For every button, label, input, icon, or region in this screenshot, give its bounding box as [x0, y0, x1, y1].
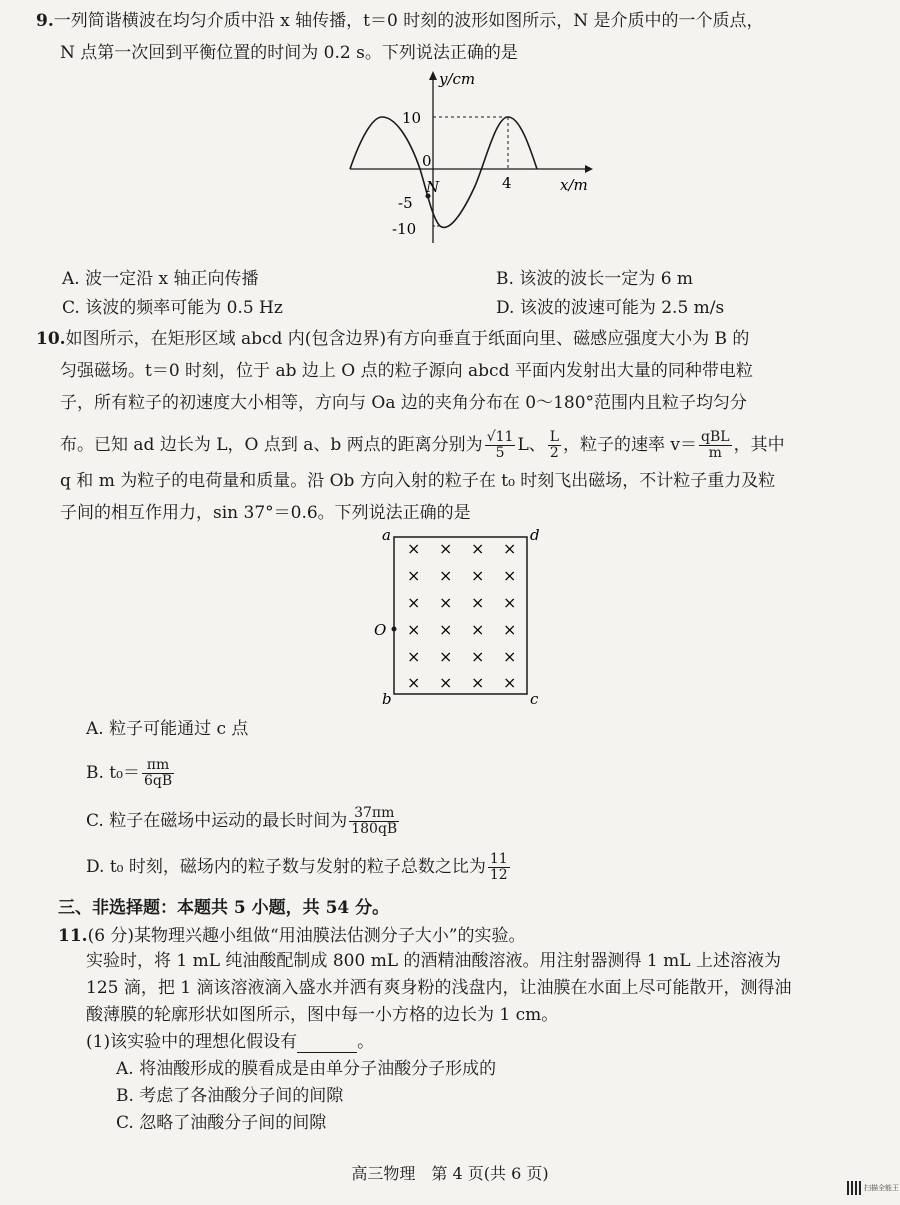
- q9-option-c[interactable]: C. 该波的频率可能为 0.5 Hz: [62, 298, 283, 318]
- q9-y-arrow-icon: [429, 71, 437, 80]
- q9-stem-line2: N 点第一次回到平衡位置的时间为 0.2 s。下列说法正确的是: [60, 43, 518, 63]
- q9-option-b[interactable]: B. 该波的波长一定为 6 m: [496, 269, 694, 289]
- q9-point-n-label: N: [426, 178, 440, 196]
- q10-stem-text4d: ，其中: [733, 435, 785, 455]
- q10-point-o: [392, 627, 397, 632]
- q10-number: 10.: [36, 329, 66, 349]
- q9-wave-figure: [340, 68, 600, 248]
- q10-option-c[interactable]: [86, 806, 401, 837]
- q11-stem-line2: 实验时，将 1 mL 纯油酸配制成 800 mL 的酒精油酸溶液。用注射器测得 1 mL 上述溶液为: [86, 951, 781, 971]
- q10-option-b-den: 6qB: [143, 773, 173, 789]
- q9-y-axis-label: y/cm: [439, 70, 476, 88]
- q10-option-c-num: 37πm: [349, 806, 399, 822]
- q10-frac-v-num: qBL: [701, 429, 730, 445]
- q10-stem-line4: [60, 430, 785, 461]
- q10-stem-text1: 如图所示，在矩形区域 abcd 内(包含边界)有方向垂直于纸面向里、磁感应强度大小为 B 的: [65, 329, 750, 349]
- scanner-watermark: 扫描全能王: [864, 1184, 899, 1192]
- q10-frac-v: [699, 430, 732, 461]
- q10-stem-line1: [36, 328, 749, 350]
- q10-frac-oa-num: √11: [486, 429, 514, 445]
- q9-tick-0: 0: [422, 152, 432, 170]
- q9-stem-line1: [36, 10, 763, 32]
- page-footer: 高三物理 第 4 页(共 6 页): [351, 1164, 549, 1183]
- q10-option-d-den: 12: [489, 867, 508, 883]
- q10-field-marks: [407, 539, 516, 692]
- field-cross-mark: ×: [471, 593, 485, 612]
- q10-option-c-frac: [349, 806, 399, 837]
- field-cross-mark: ×: [503, 647, 517, 666]
- field-cross-mark: ×: [439, 593, 453, 612]
- field-cross-mark: ×: [471, 673, 485, 692]
- q10-option-b[interactable]: [86, 758, 176, 789]
- field-cross-mark: ×: [503, 539, 517, 558]
- q10-corner-b: b: [382, 690, 392, 708]
- field-cross-mark: ×: [439, 539, 453, 558]
- q9-x-arrow-icon: [585, 165, 593, 173]
- field-cross-mark: ×: [407, 673, 421, 692]
- field-cross-mark: ×: [503, 593, 517, 612]
- q10-corner-d: d: [530, 526, 540, 544]
- q10-stem-line3: 子，所有粒子的初速度大小相等，方向与 Oa 边的夹角分布在 0～180°范围内且粒子均匀分: [60, 393, 748, 413]
- q10-frac-ob: [548, 430, 561, 461]
- q10-option-d-num: 11: [489, 851, 508, 867]
- q10-option-c-den: 180qB: [351, 821, 398, 837]
- q10-option-d-frac: [488, 852, 510, 883]
- q10-stem-text4c: ，粒子的速率 v＝: [563, 435, 698, 455]
- q10-option-a[interactable]: A. 粒子可能通过 c 点: [86, 719, 249, 739]
- field-cross-mark: ×: [503, 566, 517, 585]
- q10-field-rect: [394, 537, 527, 694]
- q10-corner-a: a: [382, 526, 391, 544]
- q9-number: 9.: [36, 11, 54, 31]
- field-cross-mark: ×: [439, 673, 453, 692]
- field-cross-mark: ×: [471, 566, 485, 585]
- q9-option-d[interactable]: D. 该波的波速可能为 2.5 m/s: [496, 298, 725, 318]
- q9-tick-m5: -5: [398, 194, 413, 212]
- field-cross-mark: ×: [439, 647, 453, 666]
- field-cross-mark: ×: [407, 647, 421, 666]
- q10-stem-line2: 匀强磁场。t＝0 时刻，位于 ab 边上 O 点的粒子源向 abcd 平面内发射出大量的同种带电粒: [60, 361, 753, 381]
- q9-option-a[interactable]: A. 波一定沿 x 轴正向传播: [62, 269, 259, 289]
- q10-point-o-label: O: [374, 621, 387, 639]
- field-cross-mark: ×: [407, 620, 421, 639]
- q10-option-d[interactable]: [86, 852, 512, 883]
- field-cross-mark: ×: [503, 673, 517, 692]
- q9-tick-10: 10: [402, 109, 422, 127]
- q10-option-b-num: πm: [142, 758, 174, 774]
- field-cross-mark: ×: [439, 620, 453, 639]
- q10-frac-ob-num: L: [549, 429, 560, 445]
- qr-code-icon: [847, 1181, 861, 1195]
- q11-option-c[interactable]: C. 忽略了油酸分子间的间隙: [116, 1113, 327, 1133]
- field-cross-mark: ×: [503, 620, 517, 639]
- q11-stem-line3: 125 滴，把 1 滴该溶液滴入盛水并洒有爽身粉的浅盘内，让油膜在水面上尽可能散开，测得油: [86, 978, 792, 998]
- q11-sub1-text: (1)该实验中的理想化假设有: [86, 1032, 298, 1052]
- q9-wave-curve: [350, 117, 537, 227]
- q10-stem-line6: 子间的相互作用力，sin 37°＝0.6。下列说法正确的是: [60, 503, 471, 523]
- field-cross-mark: ×: [439, 566, 453, 585]
- q10-field-figure: [370, 526, 550, 710]
- q10-stem-text4a: 布。已知 ad 边长为 L，O 点到 a、b 两点的距离分别为: [60, 435, 483, 455]
- q9-x-axis-label: x/m: [560, 176, 588, 194]
- q10-corner-c: c: [530, 690, 539, 708]
- q10-frac-oa: [485, 430, 516, 461]
- q10-stem-line5: q 和 m 为粒子的电荷量和质量。沿 Ob 方向入射的粒子在 t₀ 时刻飞出磁场，不计粒子重力及粒: [60, 471, 776, 491]
- q9-stem-text1: 一列简谐横波在均匀介质中沿 x 轴传播，t＝0 时刻的波形如图所示，N 是介质中的一个质点，: [53, 11, 764, 31]
- q11-stem-line4: 酸薄膜的轮廓形状如图所示，图中每一小方格的边长为 1 cm。: [86, 1005, 559, 1025]
- field-cross-mark: ×: [471, 620, 485, 639]
- q11-sub1-end: 。: [357, 1032, 375, 1052]
- q11-stem-line1: [58, 925, 525, 947]
- q10-option-b-frac: [142, 758, 174, 789]
- q11-option-b[interactable]: B. 考虑了各油酸分子间的间隙: [116, 1086, 344, 1106]
- q11-number: 11.: [58, 926, 88, 946]
- q11-sub1-blank[interactable]: [297, 1036, 357, 1053]
- q10-stem-text4b: L、: [517, 435, 546, 455]
- q10-frac-v-den: m: [708, 445, 722, 461]
- q9-tick-m10: -10: [392, 220, 417, 238]
- section-3-title: 三、非选择题：本题共 5 小题，共 54 分。: [58, 898, 390, 918]
- field-cross-mark: ×: [407, 539, 421, 558]
- q10-option-b-prefix: B. t₀＝: [86, 763, 140, 783]
- q11-sub1: [86, 1031, 374, 1053]
- field-cross-mark: ×: [471, 647, 485, 666]
- q10-frac-oa-den: 5: [495, 445, 505, 461]
- q10-frac-ob-den: 2: [549, 445, 559, 461]
- q10-option-c-prefix: C. 粒子在磁场中运动的最长时间为: [86, 811, 348, 831]
- field-cross-mark: ×: [407, 566, 421, 585]
- field-cross-mark: ×: [407, 593, 421, 612]
- q11-stem-text1: (6 分)某物理兴趣小组做“用油膜法估测分子大小”的实验。: [87, 926, 526, 946]
- q11-option-a[interactable]: A. 将油酸形成的膜看成是由单分子油酸分子形成的: [116, 1059, 497, 1079]
- q10-option-d-prefix: D. t₀ 时刻，磁场内的粒子数与发射的粒子总数之比为: [86, 857, 486, 877]
- q9-tick-x4: 4: [502, 174, 512, 192]
- field-cross-mark: ×: [471, 539, 485, 558]
